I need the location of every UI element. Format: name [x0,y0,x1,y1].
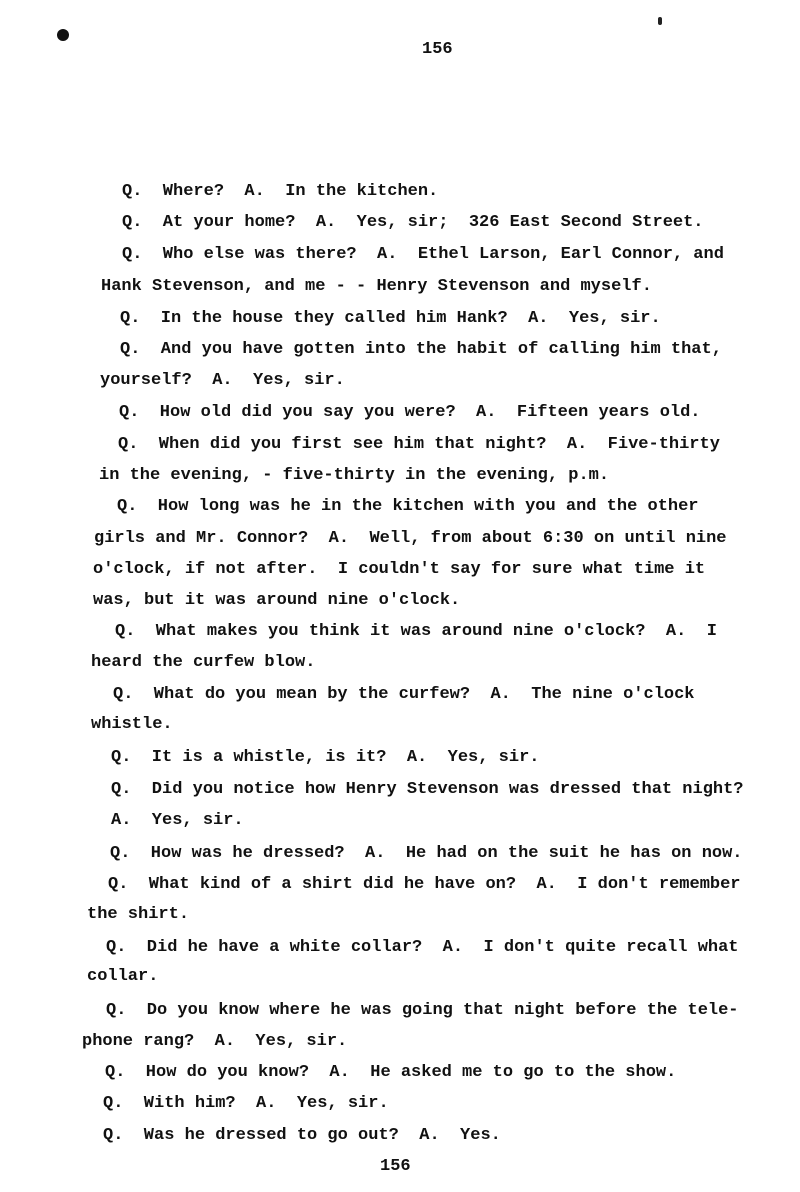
transcript-line: Q. How long was he in the kitchen with you and the other [117,497,699,516]
transcript-line: Q. At your home? A. Yes, sir; 326 East Second Street. [122,213,704,232]
transcript-line: Q. When did you first see him that night? A. Five-thirty [118,435,720,454]
transcript-line: Q. It is a whistle, is it? A. Yes, sir. [111,748,540,767]
transcript-line: collar. [87,967,159,986]
transcript-line: Hank Stevenson, and me - - Henry Stevenson and myself. [101,277,652,296]
transcript-line: Q. How old did you say you were? A. Fifteen years old. [119,403,701,422]
transcript-line: Q. What kind of a shirt did he have on? A. I don't remember [108,875,741,894]
transcript-line: whistle. [91,715,173,734]
transcript-line: o'clock, if not after. I couldn't say for sure what time it [93,560,706,579]
transcript-line: Q. Did he have a white collar? A. I don't quite recall what [106,938,739,957]
transcript-line: girls and Mr. Connor? A. Well, from about 6:30 on until nine [94,529,727,548]
transcript-line: in the evening, - five-thirty in the evening, p.m. [99,466,610,485]
ink-blot [57,29,69,41]
transcript-line: Q. How was he dressed? A. He had on the suit he has on now. [110,844,743,863]
transcript-line: Q. Do you know where he was going that night before the tele- [106,1001,739,1020]
transcript-line: Q. And you have gotten into the habit of calling him that, [120,340,722,359]
transcript-line: Q. How do you know? A. He asked me to go to the show. [105,1063,677,1082]
page-number-bottom: 156 [380,1157,411,1176]
transcript-line: Q. In the house they called him Hank? A. Yes, sir. [120,309,661,328]
transcript-line: yourself? A. Yes, sir. [100,371,345,390]
transcript-line: the shirt. [87,905,190,924]
transcript-line: Q. Where? A. In the kitchen. [122,182,439,201]
transcript-line: Q. What makes you think it was around nine o'clock? A. I [115,622,717,641]
transcript-line: Q. Did you notice how Henry Stevenson was dressed that night? [111,780,744,799]
page-number-top: 156 [422,40,453,59]
transcript-line: Q. Was he dressed to go out? A. Yes. [103,1126,501,1145]
transcript-line: was, but it was around nine o'clock. [93,591,461,610]
transcript-line: heard the curfew blow. [91,653,316,672]
transcript-line: Q. Who else was there? A. Ethel Larson, Earl Connor, and [122,245,724,264]
transcript-line: phone rang? A. Yes, sir. [82,1032,348,1051]
ink-mark [658,17,662,25]
transcript-line: A. Yes, sir. [111,811,244,830]
transcript-line: Q. With him? A. Yes, sir. [103,1094,389,1113]
transcript-line: Q. What do you mean by the curfew? A. The nine o'clock [113,685,695,704]
